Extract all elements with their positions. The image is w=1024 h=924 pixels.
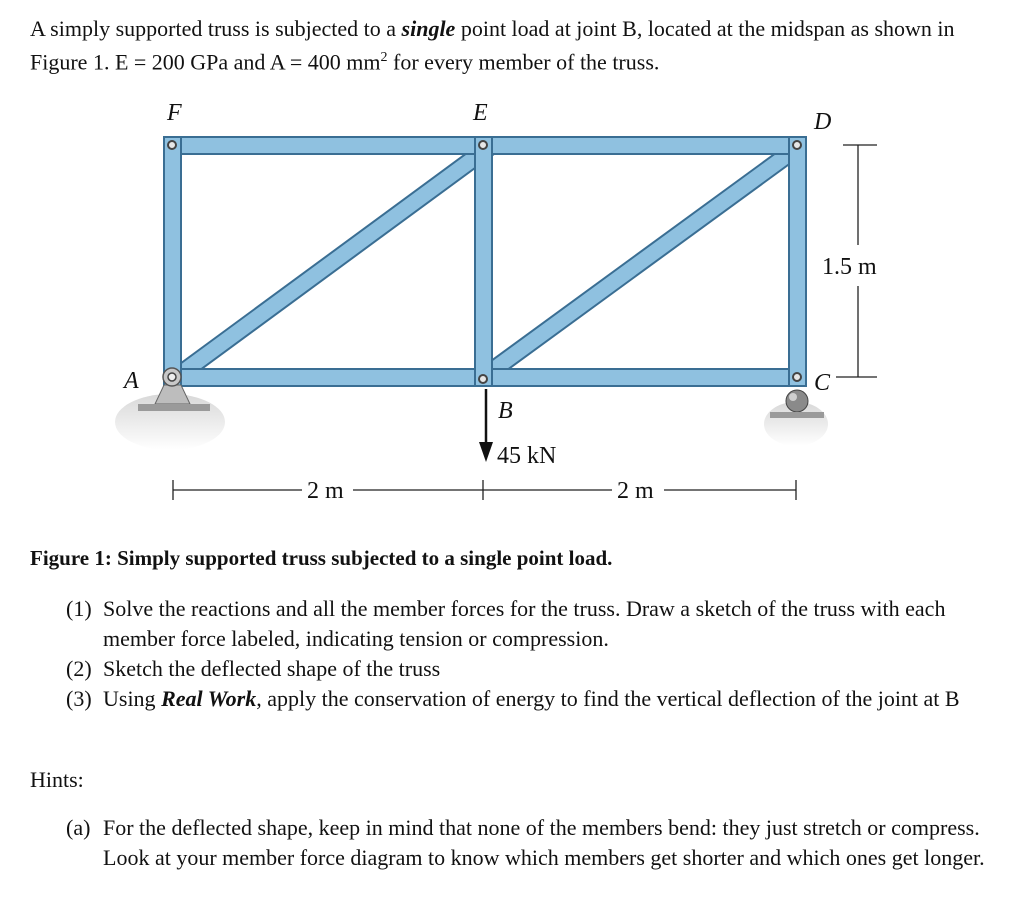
member-cd [789, 137, 806, 386]
height-label: 1.5 m [822, 254, 877, 280]
question-number: (3) [66, 686, 92, 711]
hint-text: For the deflected shape, keep in mind that none of the members bend: they just stretch or compress. Look at your member force diagram to know which members get shorter and which ones get longer. [103, 815, 985, 870]
intro-text-2: point load at joint B, located at the midspan as shown in Figure 1. E = 200 GPa and A = 400 mm [30, 16, 955, 75]
question-item [60, 594, 980, 654]
hint-item [60, 813, 990, 873]
joint-label-d: D [814, 109, 832, 135]
hints-heading: Hints: [30, 767, 84, 792]
joint-label-f: F [167, 100, 182, 126]
member-af [164, 137, 181, 386]
load-label: 45 kN [497, 443, 557, 469]
question-number: (1) [66, 596, 92, 621]
intro-text-3: for every member of the truss. [387, 49, 660, 75]
truss-members [164, 137, 806, 386]
member-bd [476, 142, 803, 384]
question-list [60, 594, 980, 714]
pin-e [479, 141, 487, 149]
intro-emphasis: single [401, 16, 456, 41]
member-ae [169, 142, 494, 384]
figure-caption: Figure 1: Simply supported truss subjected to a single point load. [30, 546, 613, 570]
joint-label-c: C [814, 370, 831, 396]
question-text: , apply the conservation of energy to find the vertical deflection of the joint at B [256, 686, 960, 711]
pin-f [168, 141, 176, 149]
question-text: Solve the reactions and all the member forces for the truss. Draw a sketch of the truss with each member force labeled, indicating tension or compression. [103, 596, 946, 651]
joint-label-a: A [124, 368, 139, 394]
span-dimension [173, 480, 796, 500]
intro-superscript: 2 [380, 50, 388, 65]
pin-d [793, 141, 801, 149]
member-be [475, 137, 492, 386]
hint-number: (a) [66, 815, 91, 840]
question-item [60, 684, 980, 714]
span-label-right: 2 m [617, 478, 654, 504]
joint-label-b: B [498, 398, 513, 424]
joint-label-e: E [473, 100, 488, 126]
pin-b [479, 375, 487, 383]
span-label-left: 2 m [307, 478, 344, 504]
question-text: Sketch the deflected shape of the truss [103, 656, 441, 681]
question-number: (2) [66, 656, 92, 681]
question-item [60, 654, 980, 684]
pin-c [793, 373, 801, 381]
question-text: Using [103, 686, 162, 711]
question-emphasis: Real Work [161, 686, 257, 711]
intro-text-1: A simply supported truss is subjected to a [30, 16, 402, 41]
hint-list [60, 813, 990, 873]
load-arrow [479, 389, 493, 462]
